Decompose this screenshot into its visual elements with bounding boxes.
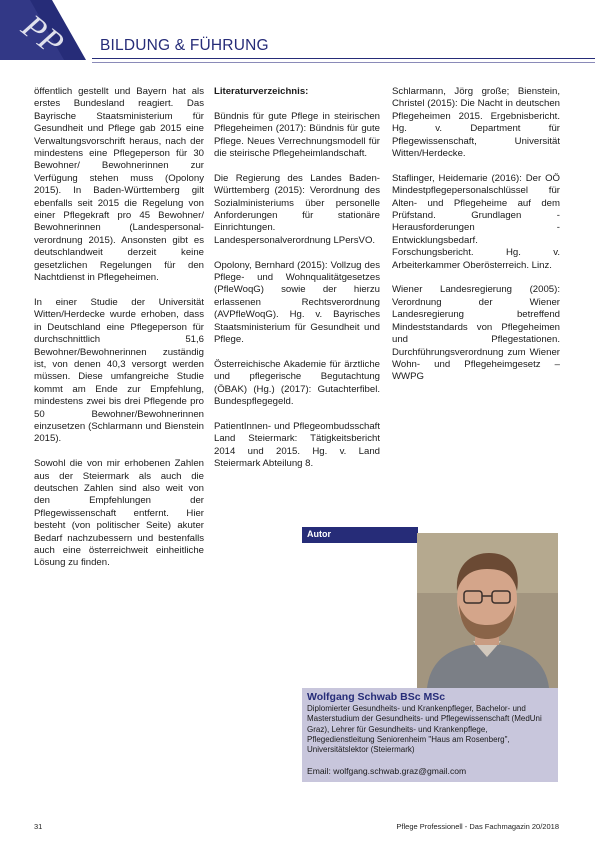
svg-text:PP: PP xyxy=(14,7,71,60)
reference-item: Staflinger, Heidemarie (2016): Der OÖ Mindestpflegepersonalschlüssel für Alten- und Pflegeheime auf dem Prüfstand. Grundlagen - Herausforderungen - Entwicklungsbedarf. Forschungsbericht. Hg. v. Arbeiterkammer Oberösterreich. Linz. xyxy=(392,172,560,271)
paragraph: Sowohl die von mir erhobenen Zahlen aus der Steiermark als auch die deutschen Zahlen sind also weit von den Empfehlungen der Pflegewissenschaft entfernt. Hier besteht (von politischer Seite) akuter Bedarf nachzubessern und bestenfalls auch eine österreichweit einheitliche Lösung zu finden. xyxy=(34,458,204,569)
author-info xyxy=(302,688,558,782)
reference-item: Die Regierung des Landes Baden-Württemberg (2015): Verordnung des Sozialministeriums über personelle Anforderungen für stationäre Einrichtungen. Landespersonalverordnung LPersVO. xyxy=(214,172,380,246)
reference-item: Opolony, Bernhard (2015): Vollzug des Pflege- und Wohnqualitätgesetzes (PfleWoqG) sowie der hierzu erlassenen Rechtsverordnung (AVPfleWoqG). Hg. v. Bayrisches Staatsministerium für Gesundheit und Pflege. xyxy=(214,259,380,346)
reference-item: Schlarmann, Jörg große; Bienstein, Christel (2015): Die Nacht in deutschen Pflegeheimen 2015. Ergebnisbericht. Hg. v. Department für Pflegewissenschaft, Universität Witten/Herdecke. xyxy=(392,86,560,160)
paragraph: öffentlich gestellt und Bayern hat als erstes Bundesland reagiert. Das Bayrische Staatsministerium für Gesundheit und Pflege gab 2015 eine Verwaltungsvorschrift heraus, nach der mindestens eine Pflegeperson für 30 Bewohner/ Bewohnerinnen zur Verfügung stehen muss (Opolony 2015). In Baden-Württemberg gilt ebenfalls seit 2015 die Regelung von einer Pflegekraft pro 45 Bewohner/ Bewohnerinnen (Landespersonalverordnung 2015). Ansonsten gibt es deutschlandweit derzeit keine gesetzlichen Regelungen für den Nachtdienst in Pflegeheimen. xyxy=(34,86,204,284)
header-rule-thin xyxy=(92,62,595,63)
paragraph: In einer Studie der Universität Witten/Herdecke wurde erhoben, dass in Deutschland eine Pflegeperson für durchschnittlich 51,6 Bewohner/Bewohnerinnen zuständig ist, von denen 40,3 versorgt werden müssen. Diese umfangreiche Studie kommt am Ende zur Empfehlung, mindestens zwei bis drei Pflegende pro 50 Bewohner/Bewohnerinnen einzusetzen (Schlarmann und Bienstein 2015). xyxy=(34,296,204,445)
article-column-1 xyxy=(34,86,204,582)
reference-item: PatientInnen- und Pflegeombudsschaft Land Steiermark: Tätigkeitsbericht 2014 und 2015. Hg. v. Land Steiermark Abteilung 8. xyxy=(214,420,380,470)
references-heading: Literaturverzeichnis: xyxy=(214,86,309,97)
reference-item: Bündnis für gute Pflege in steirischen Pflegeheimen (2017): Bündnis für gute Pflege. Neues Verrechnungsmodell für die steirische Pflegeheimlandschaft. xyxy=(214,110,380,160)
author-box xyxy=(302,527,558,782)
author-photo xyxy=(417,533,558,688)
reference-item: Österreichische Akademie für ärztliche und pflegerische Begutachtung (ÖBAK) (Hg.) (2017): Gutachterfibel. Bundespflegegeld. xyxy=(214,358,380,408)
reference-item: Wiener Landesregierung (2005): Verordnung der Wiener Landesregierung betreffend Mindeststandards von Pflegeheimen und Pflegestationen. Durchführungsverordnung zum Wiener Wohn- und Pflegeheimgesetz – WWPG xyxy=(392,284,560,383)
page-number: 31 xyxy=(34,822,43,831)
references-column-2 xyxy=(392,86,560,396)
author-label-bar xyxy=(302,527,418,543)
references-column-1 xyxy=(214,86,380,483)
magazine-footer: Pflege Professionell - Das Fachmagazin 20/2018 xyxy=(396,822,559,831)
author-email: Email: wolfgang.schwab.graz@gmail.com xyxy=(307,766,467,776)
header-rule xyxy=(92,58,595,59)
magazine-logo xyxy=(0,0,86,60)
section-title: BILDUNG & FÜHRUNG xyxy=(100,37,269,54)
author-label: Autor xyxy=(307,529,331,539)
author-name: Wolfgang Schwab BSc MSc xyxy=(307,691,446,703)
author-description: Diplomierter Gesundheits- und Krankenpfleger, Bachelor- und Masterstudium der Gesundheits- und Pflegewissenschaft (MedUni Graz), Lehrer für Gesundheits- und Krankenpflege, Pflegedienstleitung Seniorenheim "Haus am Rosenberg", Universitätslektor (Steiermark) xyxy=(307,704,542,755)
